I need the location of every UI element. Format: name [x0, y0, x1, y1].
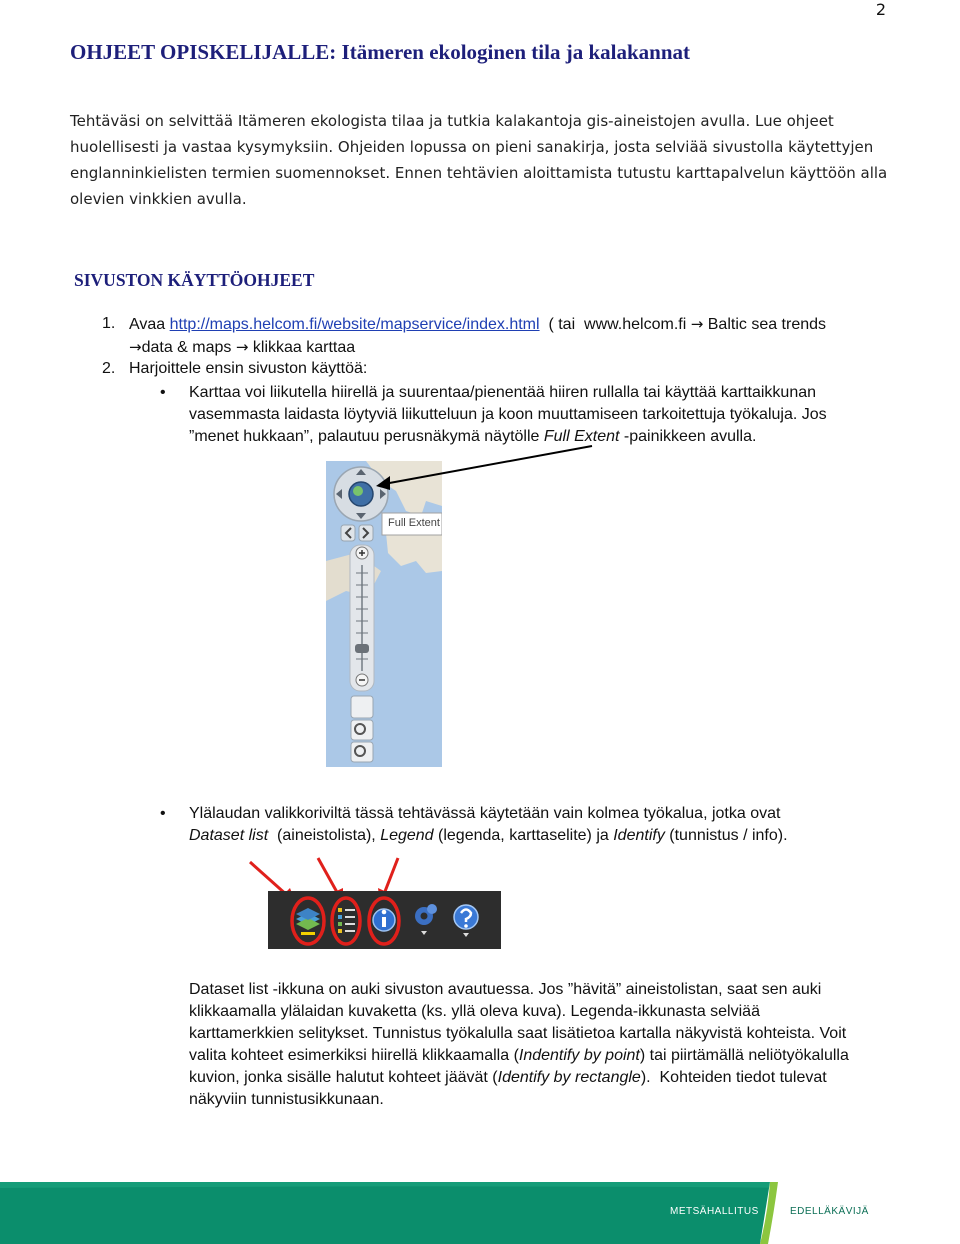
para-text: kuvion, jonka sisälle halutut kohteet jäävät ( [189, 1069, 498, 1086]
step-2-number: 2. [102, 360, 116, 377]
para-line: klikkaamalla ylälaidan kuvaketta (ks. yllä oleva kuva). Legenda-ikkunasta selviää [189, 1003, 760, 1020]
toolbar-screenshot [268, 891, 501, 949]
toolbar-graphic [268, 891, 501, 949]
full-extent-term: Full Extent [543, 428, 620, 445]
section-heading: SIVUSTON KÄYTTÖOHJEET [74, 270, 315, 290]
intro-line: huolellisesti ja vastaa kysymyksiin. Ohjeiden lopussa on pieni sanakirja, josta selviää sivustolla käytettyjen [70, 138, 874, 156]
arrow-icon: → [690, 315, 704, 333]
identify-by-point-term: Indentify by point [518, 1047, 640, 1064]
legend-term: Legend [380, 827, 434, 844]
para-line [189, 1067, 827, 1089]
intro-paragraph [70, 108, 890, 212]
map-navigation-screenshot [326, 461, 442, 767]
arrow-icon: → [129, 338, 142, 356]
bullet-icon: • [160, 384, 166, 401]
bullet-2-text: (tunnistus / info). [664, 827, 788, 844]
intro-line: englanninkielisten termien suomennokset. Ennen tehtävien aloittamista tutustu karttapalvelun käyttöön alla [70, 164, 888, 182]
step-2-text: Harjoittele ensin sivuston käyttöä: [129, 360, 368, 377]
step-1-post: Baltic sea trends [703, 316, 827, 333]
helcom-map-link[interactable]: http://maps.helcom.fi/website/mapservice/index.html [169, 316, 540, 333]
full-extent-tooltip: Full Extent [388, 517, 440, 529]
dataset-list-term: Dataset list [189, 827, 269, 844]
footer-band [0, 1182, 960, 1244]
metsahallitus-logo: METSÄHALLITUS [670, 1206, 759, 1217]
para-line: karttamerkkien selitykset. Tunnistus työkalulla saat lisätietoa kartalla näkyvistä kohteista. Voit [189, 1025, 847, 1042]
identify-term: Identify [613, 827, 665, 844]
bullet-1-line: vasemmasta laidasta löytyviä liikutteluun ja koon muuttamiseen tarkoitettuja työkaluja. Jos [189, 406, 827, 423]
bullet-2-text: (legenda, karttaselite) ja [433, 827, 614, 844]
identify-icon [373, 909, 395, 931]
step-1-pre: Avaa [129, 316, 170, 333]
arrow-icon: → [235, 338, 249, 356]
bullet-1-text-end: -painikkeen avulla. [619, 428, 757, 445]
map-navigation-graphic [326, 461, 442, 767]
para-line: Dataset list -ikkuna on auki sivuston avautuessa. Jos ”hävitä” aineistolistan, saat sen auki [189, 981, 822, 998]
step-1-data-maps: data & maps [141, 339, 236, 356]
para-line [189, 1045, 849, 1067]
annotation-arrow [370, 440, 600, 500]
bullet-icon: • [160, 805, 166, 822]
page-title: OHJEET OPISKELIJALLE: Itämeren ekologinen tila ja kalakannat [70, 40, 690, 64]
intro-line: olevien vinkkien avulla. [70, 190, 247, 208]
step-1-mid: ( tai www.helcom.fi [539, 316, 691, 333]
step-1-number: 1. [102, 315, 116, 332]
para-text: ) tai piirtämällä neliötyökalulla [639, 1047, 849, 1064]
edellakavija-logo: EDELLÄKÄVIJÄ [790, 1206, 869, 1217]
identify-by-rectangle-term: Identify by rectangle [497, 1069, 641, 1086]
intro-line: Tehtäväsi on selvittää Itämeren ekologista tilaa ja tutkia kalakantoja gis-aineistojen avulla. Lue ohjeet [70, 112, 834, 130]
bullet-1-line: Karttaa voi liikutella hiirellä ja suurentaa/pienentää hiiren rullalla tai käyttää karttaikkunan [189, 384, 817, 401]
bullet-2-line [189, 825, 788, 847]
para-text: valita kohteet esimerkiksi hiirellä klikkaamalla ( [189, 1047, 519, 1064]
bullet-1-text: ”menet hukkaan”, palautuu perusnäkymä näytölle [189, 428, 544, 445]
para-text: ). Kohteiden tiedot tulevat [640, 1069, 827, 1086]
para-line: näkyviin tunnistusikkunaan. [189, 1091, 384, 1108]
bullet-2-text: (aineistolista), [268, 827, 381, 844]
page-number: 2 [875, 0, 886, 19]
bullet-2-line: Ylälaudan valikkoriviltä tässä tehtävässä käytetään vain kolmea työkalua, jotka ovat [189, 805, 781, 822]
step-1-click-map: klikkaa karttaa [248, 339, 356, 356]
step-1-line [129, 313, 826, 336]
step-1-line-2 [129, 336, 355, 359]
